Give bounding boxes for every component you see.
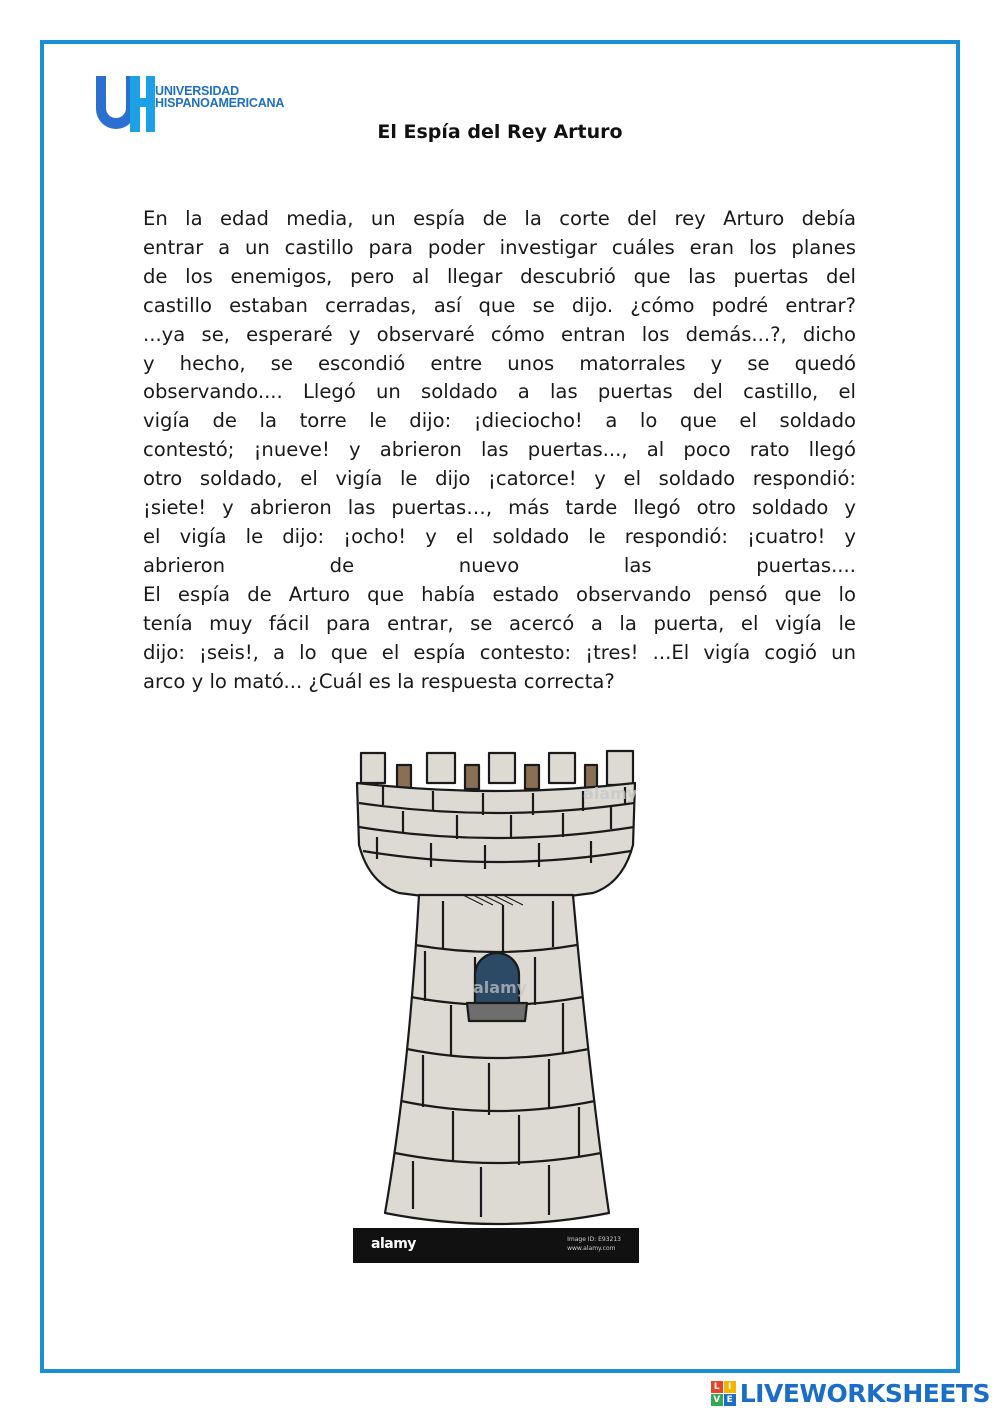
watermark-id: Image ID: E93213 xyxy=(567,1236,621,1243)
story-text xyxy=(143,205,856,696)
badge-letter: V xyxy=(711,1394,723,1406)
page-title: El Espía del Rey Arturo xyxy=(377,121,623,143)
badge-letter: E xyxy=(724,1394,736,1406)
story-line: de los enemigos, pero al llegar descubrió que las puertas del xyxy=(143,264,856,288)
story-line: abrieron de nuevo las puertas.... xyxy=(143,553,856,577)
story-line: el vigía le dijo: ¡ocho! y el soldado le respondió: ¡cuatro! y xyxy=(143,524,856,548)
story-line: arco y lo mató... ¿Cuál es la respuesta correcta? xyxy=(143,669,615,693)
castle-tower-icon xyxy=(353,745,639,1265)
liveworksheets-brand xyxy=(711,1378,990,1408)
tower-illustration xyxy=(353,745,639,1265)
story-line: vigía de la torre le dijo: ¡dieciocho! a lo que el soldado xyxy=(143,409,856,433)
badge-letter: I xyxy=(724,1381,736,1393)
liveworksheets-text: LIVEWORKSHEETS xyxy=(739,1378,990,1408)
story-line: En la edad media, un espía de la corte del rey Arturo debía xyxy=(143,207,856,230)
badge-letter: L xyxy=(711,1381,723,1393)
story-line: El espía de Arturo que había estado observando pensó que lo xyxy=(143,582,856,606)
watermark-url: www.alamy.com xyxy=(567,1245,616,1252)
story-line: otro soldado, el vigía le dijo ¡catorce! y el soldado respondió: xyxy=(143,467,856,491)
svg-text:alamy: alamy xyxy=(473,978,528,997)
liveworksheets-badge-icon xyxy=(711,1381,736,1406)
story-line: entrar a un castillo para poder investigar cuáles eran los planes xyxy=(143,235,856,259)
watermark-bar xyxy=(353,1228,639,1263)
story-line: contestó; ¡nueve! y abrieron las puertas..., al poco rato llegó xyxy=(143,438,856,462)
story-line: dijo: ¡seis!, a lo que el espía contesto: ¡tres! ...El vigía cogió un xyxy=(143,640,856,664)
watermark-logo: alamy xyxy=(371,1236,416,1252)
story-line: castillo estaban cerradas, así que se dijo. ¿cómo podré entrar? xyxy=(143,293,856,317)
story-line: ...ya se, esperaré y observaré cómo entran los demás...?, dicho xyxy=(143,322,856,346)
logo-line-1: UNIVERSIDAD xyxy=(155,84,239,98)
watermark-info xyxy=(567,1235,621,1253)
logo-wordmark xyxy=(155,85,284,109)
story-line: tenía muy fácil para entrar, se acercó a la puerta, el vigía le xyxy=(143,611,856,635)
story-line: observando.... Llegó un soldado a las puertas del castillo, el xyxy=(143,380,856,404)
story-line: ¡siete! y abrieron las puertas…, más tarde llegó otro soldado y xyxy=(143,496,856,520)
logo-line-2: HISPANOAMERICANA xyxy=(155,96,285,110)
story-line: y hecho, se escondió entre unos matorrales y se quedó xyxy=(143,351,856,375)
svg-text:alamy: alamy xyxy=(583,784,638,803)
